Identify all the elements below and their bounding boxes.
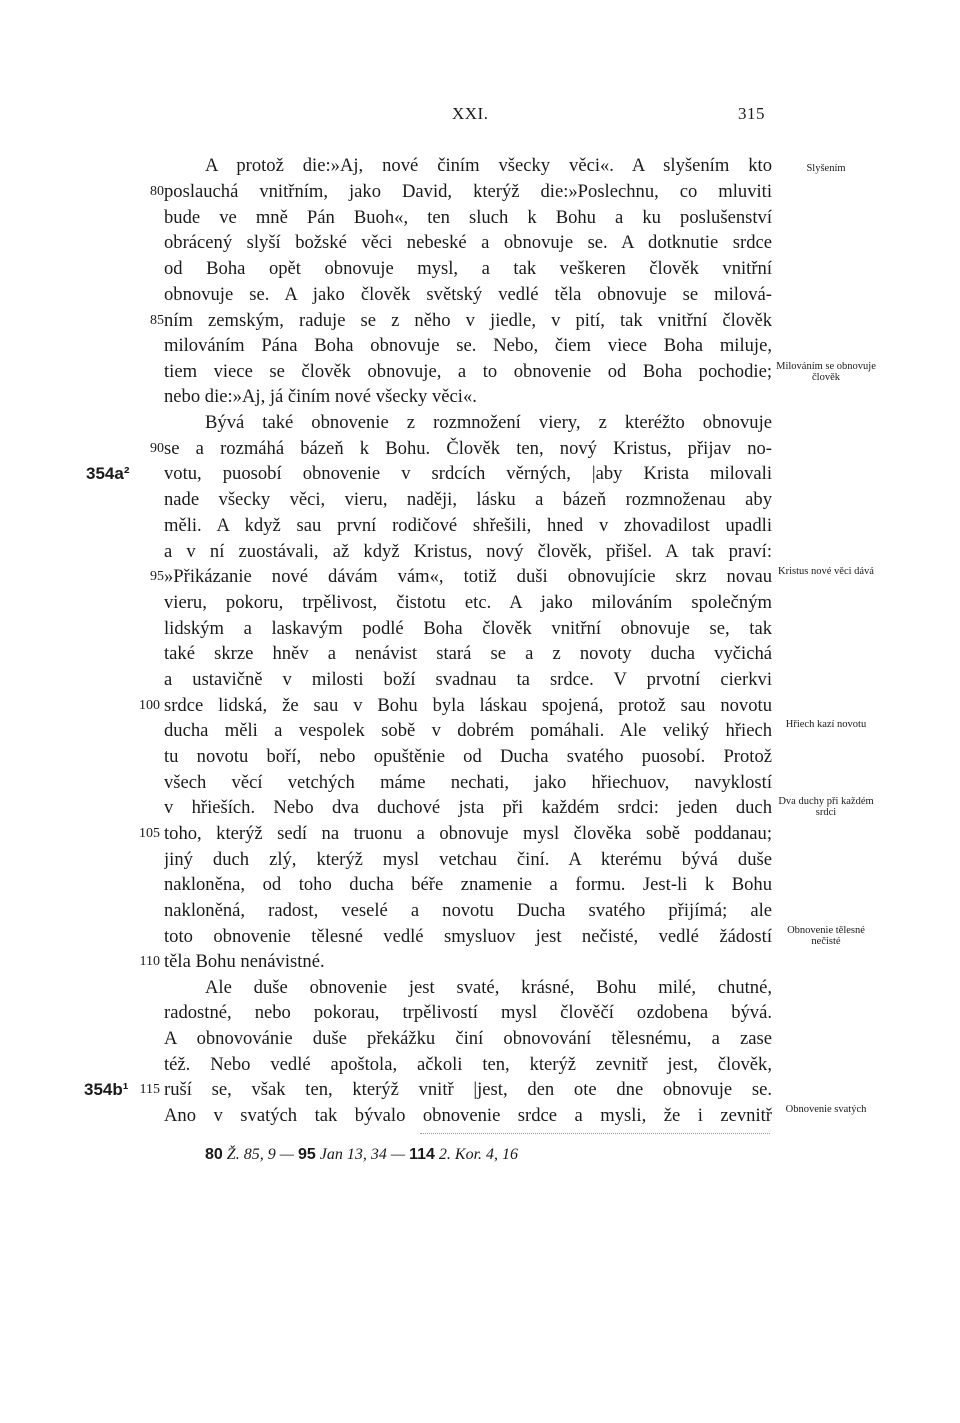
margin-note: Obnovenie tělesné nečisté <box>787 925 865 947</box>
line-number: 100 <box>139 698 160 713</box>
text-line: obnovuje se. A jako člověk světský vedlé těla obnovuje se milová- <box>164 284 772 305</box>
text-line: a ustavičně v milosti boží svadnau ta srdce. V prvotní cierkvi <box>164 669 772 690</box>
line-number: 95 <box>150 569 164 584</box>
footnote-ref: 114 <box>409 1146 435 1163</box>
text-line: také skrze hněv a nenávist stará se a z novoty ducha vyčichá <box>164 643 772 664</box>
footnote-source: Jan 13, 34 <box>319 1146 387 1163</box>
text-line: ruší se, však ten, kterýž vnitř |jest, den ote dne obnovuje se. <box>164 1079 772 1100</box>
footnote-source: 2. Kor. 4, 16 <box>438 1146 519 1163</box>
line-number: 90 <box>150 441 164 456</box>
text-line: nebo die:»Aj, já činím nové všecky věci«. <box>164 386 477 407</box>
line-number: 110 <box>139 954 160 969</box>
margin-note: Hřiech kazí novotu <box>785 719 867 730</box>
text-line: vieru, pokoru, trpělivost, čistotu etc. A jako milováním společným <box>164 592 772 613</box>
text-line: A obnovovánie duše překážku činí obnovování tělesnému, a zase <box>164 1028 772 1049</box>
text-line: těla Bohu nenávistné. <box>164 951 325 972</box>
text-line: nakloněná, radost, veselé a novotu Ducha svatého přijímá; ale <box>164 900 772 921</box>
text-line: v hřieších. Nebo dva duchové jsta při každém srdci: jeden duch <box>164 797 772 818</box>
footnote-ref: 95 <box>297 1146 316 1163</box>
margin-note: Dva duchy při každém srdci <box>778 796 874 818</box>
footnote-ref: 80 <box>205 1146 223 1163</box>
text-line: toho, kterýž sedí na truonu a obnovuje mysl člověka sobě poddanau; <box>164 823 772 844</box>
text-line: toto obnovenie tělesné vedlé smysluov jest nečisté, vedlé žádostí <box>164 926 772 947</box>
margin-note: Milováním se obnovuje člověk <box>776 361 876 383</box>
margin-note: Kristus nové věci dává <box>778 566 874 577</box>
folio-mark: 354b¹ <box>84 1080 129 1099</box>
folio-mark: 354a² <box>86 464 130 483</box>
footnote-source: Ž. 85, 9 <box>226 1146 276 1163</box>
margin-note: Obnovenie svatých <box>785 1104 867 1115</box>
chapter-heading: XXI. <box>452 104 489 123</box>
text-line: Ano v svatých tak bývalo obnovenie srdce a mysli, že i zevnitř <box>164 1105 772 1126</box>
text-line: všech věcí vetchých máme nechati, jako hřiechuov, navyklostí <box>164 772 772 793</box>
text-line: ducha měli a vespolek sobě v dobrém pomáhali. Ale veliký hřiech <box>164 720 772 741</box>
page-number: 315 <box>738 104 765 123</box>
text-line: též. Nebo vedlé apoštola, ačkoli ten, kterýž zevnitř jest, člověk, <box>164 1054 772 1075</box>
text-line: Bývá také obnovenie z rozmnožení viery, z kteréžto obnovuje <box>205 412 772 433</box>
line-number: 80 <box>150 184 164 199</box>
text-line: A protož die:»Aj, nové činím všecky věci«. A slyšením kto <box>205 155 772 176</box>
text-line: poslauchá vnitřním, jako David, kterýž die:»Poslechnu, co mluviti <box>164 181 772 202</box>
text-line: ním zemským, raduje se z něho v jiedle, v pití, tak vnitřní člověk <box>164 310 772 331</box>
text-line: od Boha opět obnovuje mysl, a tak veškeren člověk vnitřní <box>164 258 772 279</box>
margin-note: Slyšením <box>806 163 846 174</box>
text-line: bude ve mně Pán Buoh«, ten sluch k Bohu a ku poslušenství <box>164 207 772 228</box>
text-line: nade všecky věci, vieru, naději, lásku a bázeň rozmnoženau aby <box>164 489 772 510</box>
footnote-dash: — <box>279 1146 294 1163</box>
text-line: a v ní zuostávali, až když Kristus, nový člověk, přišel. A tak praví: <box>164 541 772 562</box>
footnote-dash: — <box>390 1146 406 1163</box>
text-line: tiem viece se člověk obnovuje, a to obnovenie od Boha pochodie; <box>164 361 772 382</box>
text-line: »Přikázanie nové dávám vám«, totiž duši obnovujície skrz novau <box>164 566 772 587</box>
text-line: obrácený slyší božské věci nebeské a obnovuje se. A dotknutie srdce <box>164 232 772 253</box>
line-number: 105 <box>139 826 160 841</box>
text-line: Ale duše obnovenie jest svaté, krásné, Bohu milé, chutné, <box>205 977 772 998</box>
text-line: milováním Pána Boha obnovuje se. Nebo, čiem viece Boha miluje, <box>164 335 772 356</box>
footnote-rule <box>420 1133 770 1134</box>
text-line: lidským a laskavým podlé Boha člověk vnitřní obnovuje se, tak <box>164 618 772 639</box>
text-line: tu novotu boří, nebo opuštěnie od Ducha svatého puosobí. Protož <box>164 746 772 767</box>
text-line: srdce lidská, že sau v Bohu byla láskau spojená, protož sau novotu <box>164 695 772 716</box>
text-line: votu, puosobí obnovenie v srdcích věrných, |aby Krista milovali <box>164 463 772 484</box>
text-line: měli. A když sau první rodičové shřešili, hned v zhovadilost upadli <box>164 515 772 536</box>
text-line: jiný duch zlý, kterýž mysl vetchau činí. A kterému bývá duše <box>164 849 772 870</box>
text-line: se a rozmáhá bázeň k Bohu. Člověk ten, nový Kristus, přijav no- <box>164 438 772 459</box>
text-line: radostné, nebo pokorau, trpělivostí mysl člověčí ozdobena bývá. <box>164 1002 772 1023</box>
footnote-apparatus <box>205 1146 518 1164</box>
text-line: nakloněna, od toho ducha béře znamenie a formu. Jest-li k Bohu <box>164 874 772 895</box>
line-number: 115 <box>139 1082 160 1097</box>
line-number: 85 <box>150 313 164 328</box>
